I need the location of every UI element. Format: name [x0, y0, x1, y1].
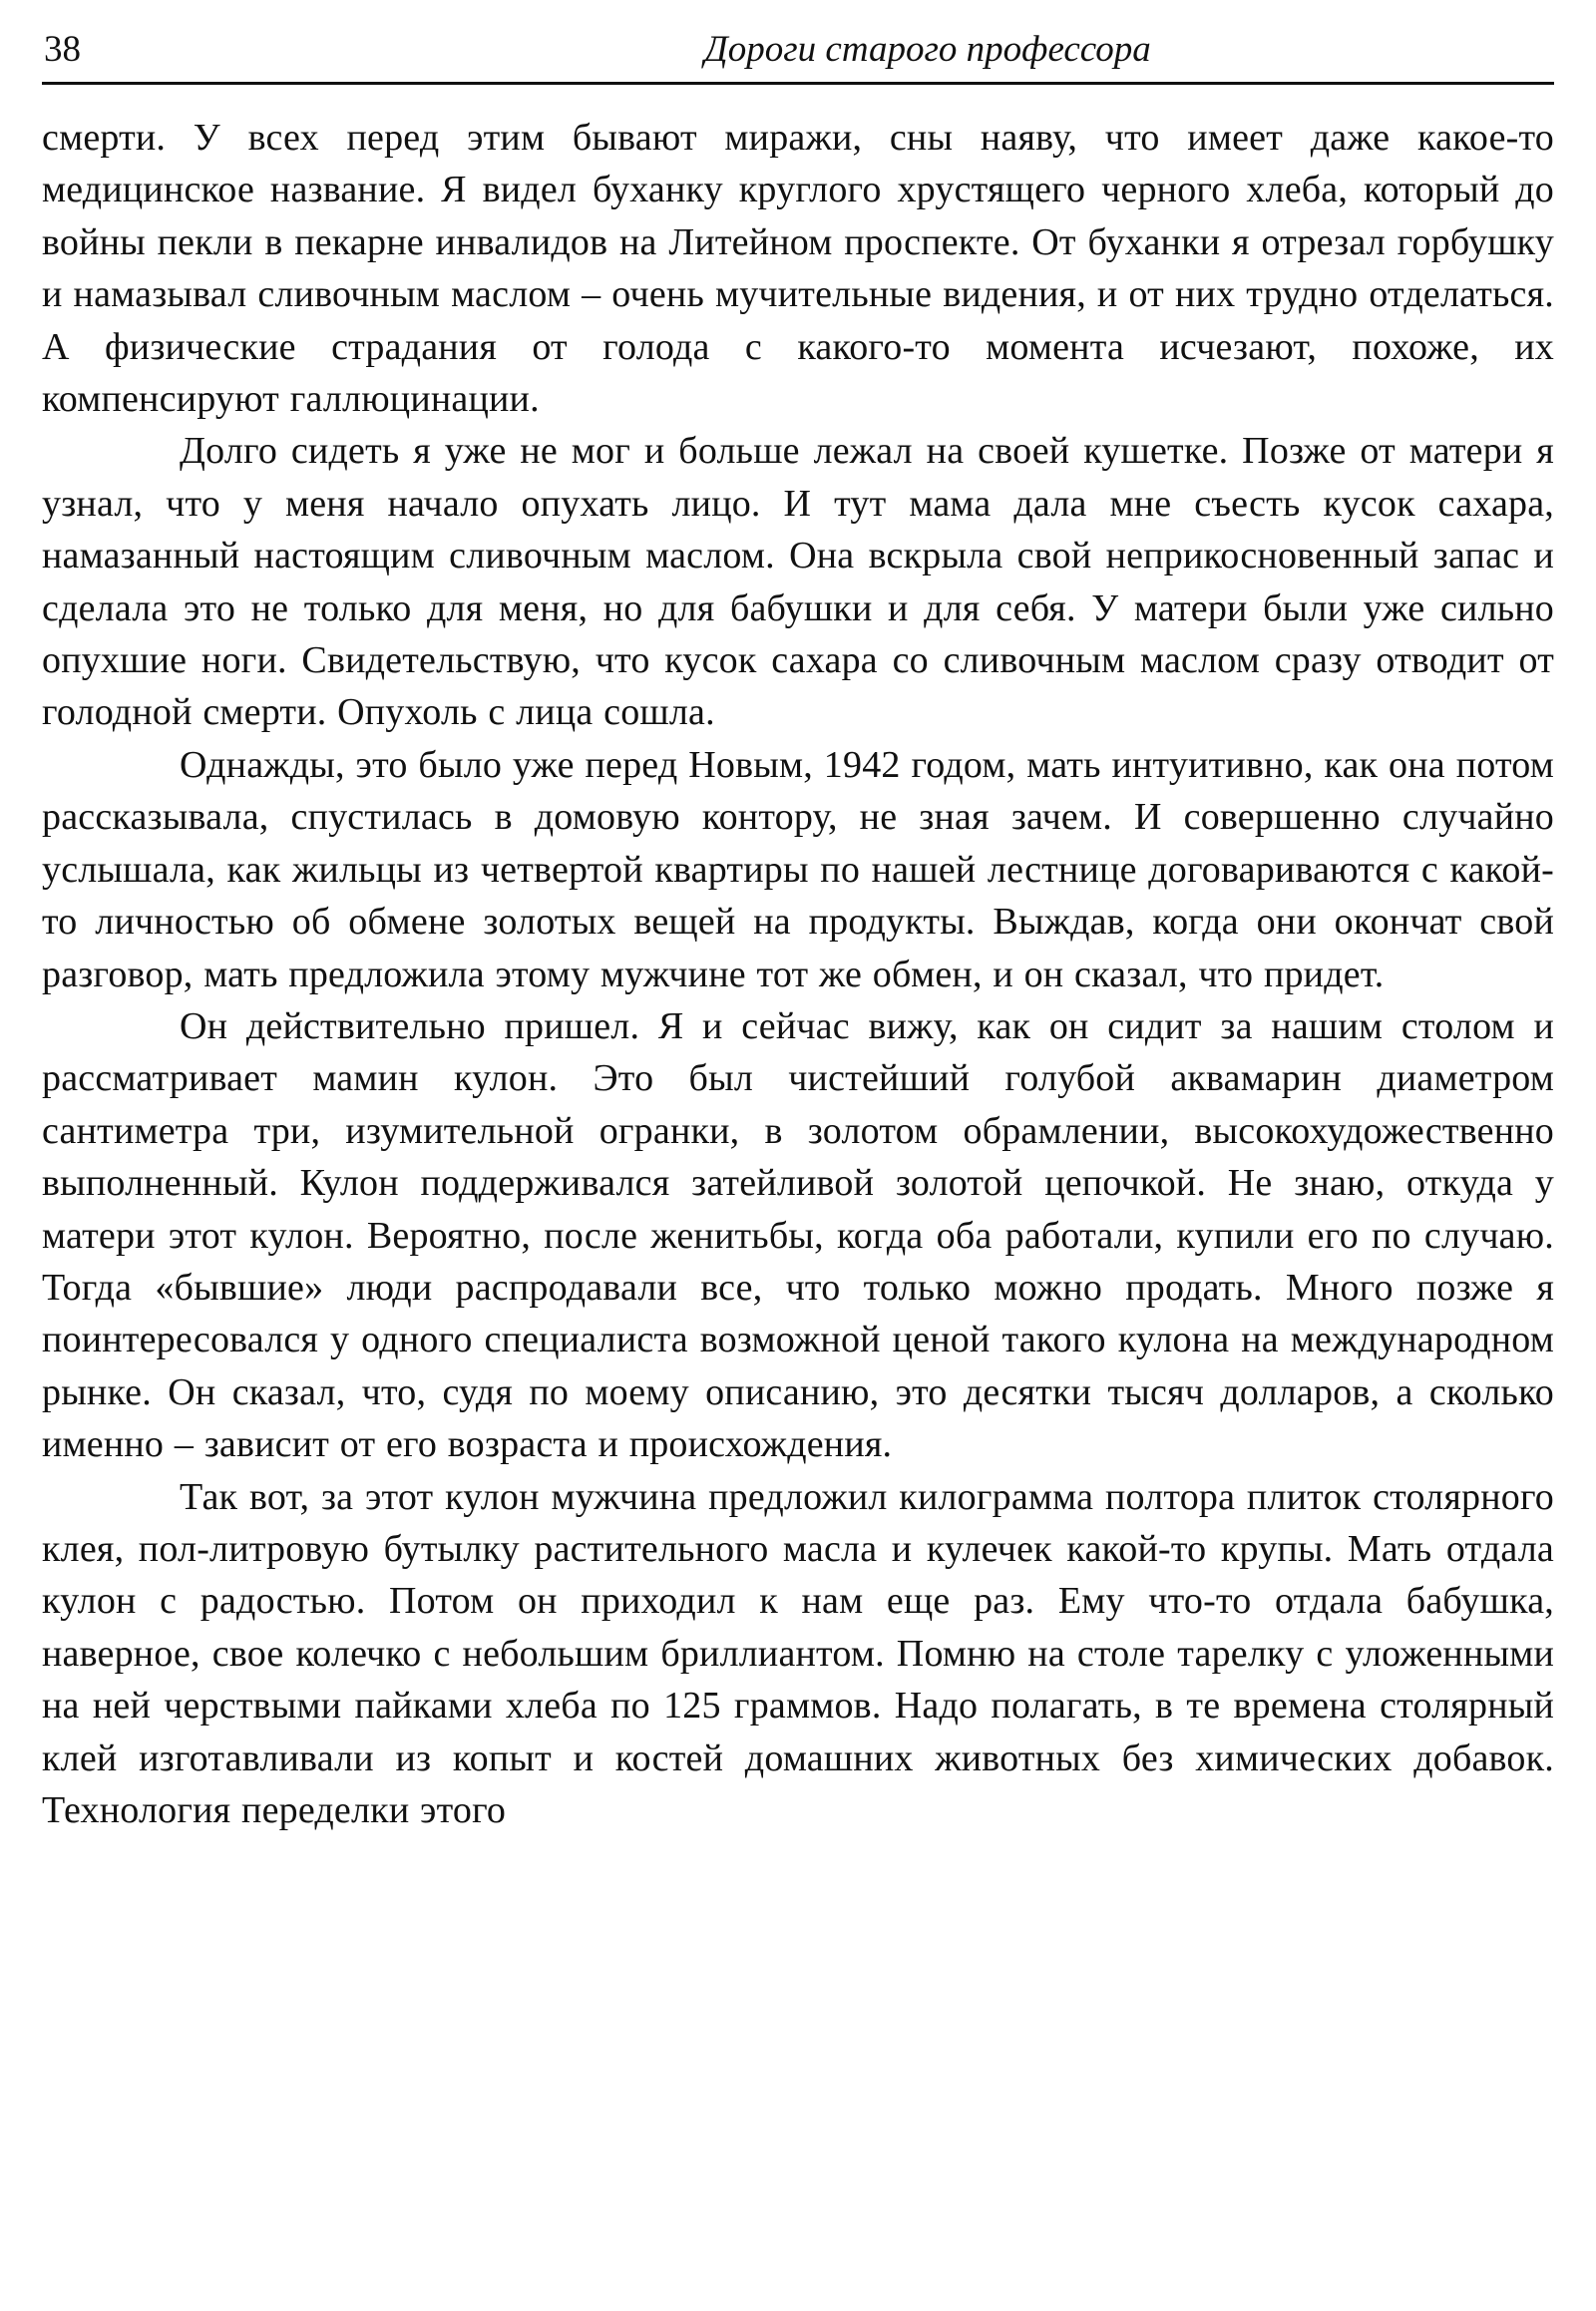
page-number: 38 — [44, 29, 81, 70]
paragraph: Так вот, за этот кулон мужчина предложил килограмма полтора плиток столярного клея, пол-литровую бутылку растительного масла и кулечек какой-то крупы. Мать отдала кулон с радостью. Потом он приходил к нам еще раз. Ему что-то отдала бабушка, наверное, свое колечко с небольшим бриллиантом. Помню на столе тарелку с уложенными на ней черствыми пайками хлеба по 125 граммов. Надо полагать, в те времена столярный клей изготавливали из копыт и костей домашних животных без химических добавок. Технология переделки этого — [42, 1475, 1554, 1831]
running-head — [42, 22, 1554, 85]
body-text — [42, 112, 1554, 1836]
paragraph: Долго сидеть я уже не мог и больше лежал на своей кушетке. Позже от матери я узнал, что у меня начало опухать лицо. И тут мама дала мне съесть кусок сахара, намазанный настоящим сливочным маслом. Она вскрыла свой неприкосновенный запас и сделала это не только для меня, но для бабушки и для себя. У матери были уже сильно опухшие ноги. Свидетельствую, что кусок сахара со сливочным маслом сразу отводит от голодной смерти. Опухоль с лица сошла. — [42, 430, 1554, 734]
paragraph: Однажды, это было уже перед Новым, 1942 годом, мать интуитивно, как она потом рассказывала, спустилась в домовую контору, не зная зачем. И совершенно случайно услышала, как жильцы из четвертой квартиры по нашей лестнице договариваются с какой-то личностью об обмене золотых вещей на продукты. Выждав, когда они окончат свой разговор, мать предложила этому мужчине тот же обмен, и он сказал, что придет. — [42, 743, 1554, 995]
paragraph-continuation: смерти. У всех перед этим бывают миражи, сны наяву, что имеет даже какое-то медицинское название. Я видел буханку круглого хрустящего черного хлеба, который до войны пекли в пекарне инвалидов на Литейном проспекте. От буханки я отрезал горбушку и намазывал сливочным маслом – очень мучительные видения, и от них трудно отделаться. А физические страдания от голода с какого-то момента исчезают, похоже, их компенсируют галлюцинации. — [42, 117, 1554, 421]
book-page — [42, 22, 1554, 2286]
book-title: Дороги старого профессора — [704, 29, 1151, 70]
paragraph: Он действительно пришел. Я и сейчас вижу, как он сидит за нашим столом и рассматривает мамин кулон. Это был чистейший голубой аквамарин диаметром сантиметра три, изумительной огранки, в золотом обрамлении, высокохудожественно выполненный. Кулон поддерживался затейливой золотой цепочкой. Не знаю, откуда у матери этот кулон. Вероятно, после женитьбы, когда оба работали, купили его по случаю. Тогда «бывшие» люди распродавали все, что только можно продать. Много позже я поинтересовался у одного специалиста возможной ценой такого кулона на международном рынке. Он сказал, что, судя по моему описанию, это десятки тысяч долларов, а сколько именно – зависит от его возраста и происхождения. — [42, 1004, 1554, 1466]
